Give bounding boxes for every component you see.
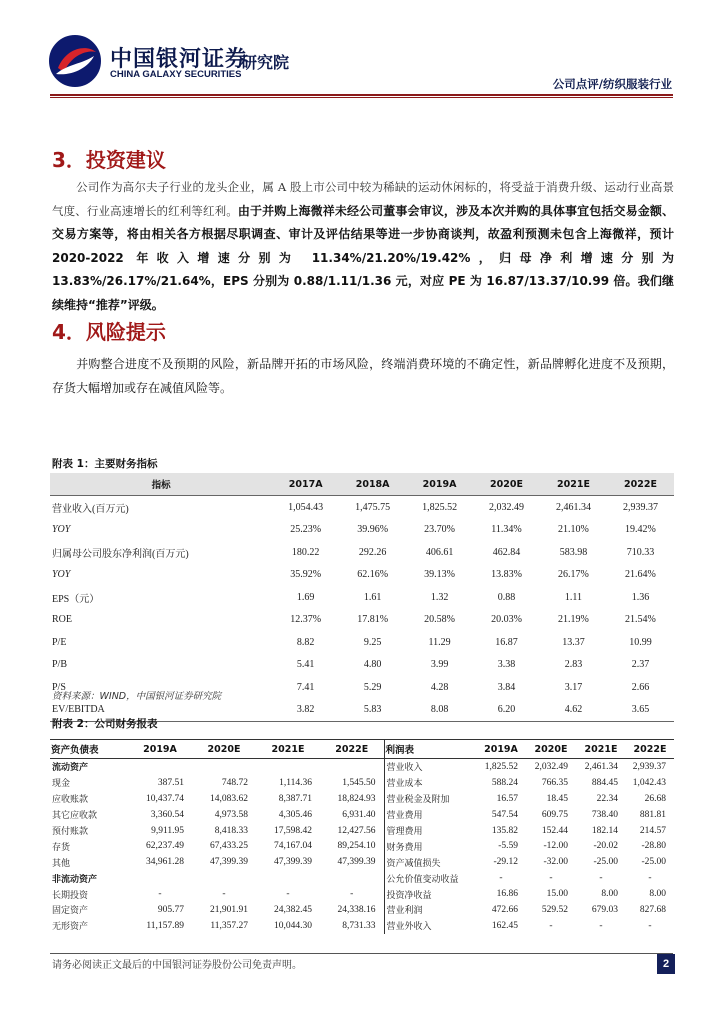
- galaxy-logo-icon: [48, 34, 102, 88]
- table-row: [50, 902, 674, 918]
- table-cell: 1,475.75: [339, 496, 406, 519]
- table-row: [50, 564, 674, 587]
- table-cell: 3.84: [497, 681, 516, 693]
- table-cell: 588.24: [491, 777, 518, 788]
- table-cell: 5.29: [363, 681, 382, 693]
- table-cell: 766.35: [541, 777, 568, 788]
- table-cell: -: [320, 886, 384, 902]
- table-cell: -25.00: [641, 857, 666, 868]
- section-4-risk-text: 并购整合进度不及预期的风险，新品牌开拓的市场风险，终端消费环境的不确定性，新品牌孵化进度不及预期，存货大幅增加或存在减值风险等。: [52, 357, 674, 395]
- table-header-cell: 2019A: [128, 740, 192, 759]
- balance-sheet-label: 其他: [52, 858, 71, 869]
- table-header-cell: 2022E: [607, 473, 674, 496]
- table-header-cell: 2021E: [256, 740, 320, 759]
- table-cell: 3.17: [564, 681, 583, 693]
- table-cell: 180.22: [291, 546, 320, 558]
- table-cell: 9,911.95: [151, 825, 184, 836]
- financial-statements-table: [50, 739, 674, 934]
- table-cell: 1.11: [564, 591, 583, 603]
- table-cell: -20.02: [593, 841, 618, 852]
- table-cell: [320, 870, 384, 886]
- page-number: 2: [657, 954, 675, 974]
- table-cell: 827.68: [639, 904, 666, 915]
- table-cell: 11,357.27: [210, 920, 248, 931]
- table-cell: 4.62: [540, 699, 607, 722]
- table-header-cell: 利润表: [384, 740, 476, 759]
- row-label: EV/EBITDA: [50, 699, 272, 722]
- table-cell: 135.82: [491, 825, 518, 836]
- table-cell: 62,237.49: [146, 841, 184, 852]
- balance-sheet-label: 应收账款: [52, 795, 89, 806]
- table-cell: 15.00: [546, 889, 568, 900]
- table-cell: 738.40: [591, 809, 618, 820]
- income-statement-label: 公允价值变动收益: [386, 874, 459, 885]
- table-cell: 21.54%: [625, 614, 656, 626]
- table-cell: 8,731.33: [320, 918, 384, 934]
- table-cell: -: [158, 889, 162, 900]
- table-cell: 21.64%: [625, 569, 656, 581]
- table-cell: -: [648, 920, 652, 931]
- table-cell: 24,382.45: [274, 904, 312, 915]
- table-cell: 26.68: [644, 793, 666, 804]
- table-cell: -: [599, 873, 603, 884]
- table-cell: [320, 759, 384, 775]
- section-3-title: 3．投资建议: [52, 148, 166, 172]
- table-cell: 62.16%: [357, 569, 389, 581]
- report-type: 公司点评/纺织服装行业: [552, 77, 672, 91]
- table-cell: 5.41: [296, 659, 315, 671]
- income-statement-label: 营业税金及附加: [386, 795, 450, 806]
- table-cell: 34,961.28: [146, 857, 184, 868]
- table-cell: 2,939.37: [607, 496, 674, 519]
- table-row: [50, 759, 674, 775]
- income-statement-label: 资产减值损失: [386, 858, 441, 869]
- table-cell: 13.37: [562, 636, 585, 648]
- table-header-cell: 2017A: [272, 473, 339, 496]
- table-cell: 8.82: [296, 636, 315, 648]
- table-row: [50, 609, 674, 632]
- table-row: [50, 519, 674, 542]
- section-4-paragraph: [52, 353, 674, 400]
- table-cell: 6,931.40: [320, 807, 384, 823]
- section-3-intro: 公司作为高尔夫子行业的龙头企业，属 A 股上市公司中较为稀缺的运动休闲标的，将受益于消费升级、运动行业高景气度、行业高速增长的红利等红利。: [52, 180, 674, 218]
- table-cell: -25.00: [593, 857, 618, 868]
- table-cell: 17,598.42: [274, 825, 312, 836]
- table-cell: 4.28: [430, 681, 449, 693]
- income-statement-label: 管理费用: [386, 827, 423, 837]
- table-cell: 3.65: [607, 699, 674, 722]
- table-cell: 16.57: [496, 793, 518, 804]
- table-cell: 1,825.52: [484, 761, 518, 772]
- table-cell: 1,054.43: [272, 496, 339, 519]
- table-cell: 14,083.62: [210, 793, 248, 804]
- table-cell: 24,338.16: [320, 902, 384, 918]
- logo-english-name: CHINA GALAXY SECURITIES: [110, 69, 242, 80]
- table-cell: 881.81: [639, 809, 666, 820]
- table-cell: 35.92%: [290, 569, 322, 581]
- logo-chinese-name: 中国银河证券: [110, 47, 249, 72]
- table-cell: -: [648, 873, 652, 884]
- table-cell: [192, 870, 256, 886]
- table-cell: 1,114.36: [279, 777, 312, 788]
- table-header-cell: 2019A: [406, 473, 473, 496]
- table-cell: 74,167.04: [274, 841, 312, 852]
- table-cell: -: [549, 920, 553, 931]
- table-cell: 67,433.25: [210, 841, 248, 852]
- table-cell: -: [549, 873, 553, 884]
- table-row: [50, 654, 674, 677]
- header-divider: [50, 94, 673, 96]
- table-cell: 21.10%: [558, 524, 589, 536]
- table-cell: 8.08: [406, 699, 473, 722]
- table-cell: 9.25: [363, 636, 382, 648]
- table-cell: [256, 759, 320, 775]
- section-4-title: 4．风险提示: [52, 320, 166, 344]
- table-cell: 1,825.52: [406, 496, 473, 519]
- table-cell: [128, 870, 192, 886]
- table-cell: 8,387.71: [278, 793, 312, 804]
- table-cell: 39.96%: [357, 524, 389, 536]
- income-statement-label: 营业费用: [386, 811, 423, 822]
- table-cell: 162.45: [491, 920, 518, 931]
- table-row: [50, 586, 674, 609]
- table-cell: 214.57: [639, 825, 666, 836]
- table-cell: 18,824.93: [320, 791, 384, 807]
- table-cell: 3,360.54: [150, 809, 184, 820]
- income-statement-label: 营业收入: [386, 763, 423, 774]
- table-cell: -: [286, 889, 290, 900]
- table-cell: [128, 759, 192, 775]
- row-label: P/E: [52, 636, 67, 648]
- table-1-caption: 附表 1：主要财务指标: [52, 458, 158, 470]
- table-cell: 2.37: [631, 659, 650, 671]
- table-cell: 2,032.49: [473, 496, 540, 519]
- balance-sheet-label: 非流动资产: [52, 874, 98, 885]
- table-cell: 679.03: [591, 904, 618, 915]
- table-cell: 22.34: [596, 793, 618, 804]
- income-statement-label: 投资净收益: [386, 890, 432, 901]
- table-cell: -: [222, 889, 226, 900]
- table-cell: 12,427.56: [320, 823, 384, 839]
- table-cell: 20.58%: [424, 614, 455, 626]
- table-header-cell: 2021E: [576, 740, 626, 759]
- table-cell: -28.80: [641, 841, 666, 852]
- table-cell: 1.32: [430, 591, 449, 603]
- table-cell: 3.38: [497, 659, 516, 671]
- financial-indicators-table: [50, 473, 674, 722]
- table-cell: 13.83%: [491, 569, 522, 581]
- table-cell: 529.52: [541, 904, 568, 915]
- table-row: [50, 631, 674, 654]
- table-cell: 1.36: [631, 591, 650, 603]
- table-cell: 2,461.34: [540, 496, 607, 519]
- balance-sheet-label: 现金: [52, 779, 71, 790]
- table-cell: 748.72: [221, 777, 248, 788]
- row-label: EPS（元）: [52, 593, 100, 605]
- table-cell: 10,044.30: [274, 920, 312, 931]
- table-cell: 1.69: [296, 591, 315, 603]
- table-row: [50, 838, 674, 854]
- table-row: [50, 823, 674, 839]
- row-label: 营业收入(百万元): [50, 496, 272, 519]
- balance-sheet-label: 存货: [52, 842, 71, 853]
- table-cell: 12.37%: [290, 614, 322, 626]
- table-cell: 47,399.39: [320, 854, 384, 870]
- table-cell: 8.00: [601, 889, 618, 900]
- table-cell: 10.99: [629, 636, 652, 648]
- table-cell: 47,399.39: [274, 857, 312, 868]
- table-cell: 5.83: [339, 699, 406, 722]
- table-cell: 583.98: [559, 546, 588, 558]
- table-cell: 1,545.50: [320, 775, 384, 791]
- table-cell: 18.45: [546, 793, 568, 804]
- row-label: P/S: [52, 681, 66, 693]
- table-cell: 21.19%: [558, 614, 589, 626]
- table-cell: 609.75: [541, 809, 568, 820]
- table-cell: 25.23%: [290, 524, 322, 536]
- table-row: [50, 541, 674, 564]
- balance-sheet-label: 其它应收款: [52, 811, 98, 822]
- table-header-row: [50, 740, 674, 759]
- income-statement-label: 财务费用: [386, 842, 423, 853]
- table-cell: 4.80: [363, 659, 382, 671]
- table-row: [50, 807, 674, 823]
- table-cell: 16.86: [496, 889, 518, 900]
- table-cell: 387.51: [157, 777, 184, 788]
- row-label: YOY: [52, 569, 71, 581]
- table-1-source: 资料来源：WIND，中国银河证券研究院: [52, 691, 222, 702]
- table-cell: -29.12: [493, 857, 518, 868]
- section-3-paragraph: [52, 176, 674, 317]
- table-cell: 10,437.74: [146, 793, 184, 804]
- table-cell: 2,461.34: [584, 761, 618, 772]
- table-cell: 20.03%: [491, 614, 522, 626]
- income-statement-label: 营业外收入: [386, 922, 432, 933]
- footer-divider: [50, 953, 673, 954]
- table-cell: -: [499, 873, 503, 884]
- table-cell: 2,939.37: [632, 761, 666, 772]
- table-header-row: [50, 473, 674, 496]
- table-row: [50, 775, 674, 791]
- table-cell: 8,418.33: [214, 825, 248, 836]
- table-cell: 47,399.39: [210, 857, 248, 868]
- table-cell: [192, 759, 256, 775]
- table-cell: 1,042.43: [632, 777, 666, 788]
- table-header-cell: 指标: [50, 473, 272, 496]
- table-cell: -12.00: [543, 841, 568, 852]
- table-cell: 7.41: [296, 681, 315, 693]
- row-label: P/B: [52, 659, 68, 671]
- table-cell: 547.54: [491, 809, 518, 820]
- table-cell: 4,973.58: [214, 809, 248, 820]
- table-cell: 89,254.10: [320, 838, 384, 854]
- table-cell: 472.66: [491, 904, 518, 915]
- table-cell: 905.77: [157, 904, 184, 915]
- table-header-cell: 2021E: [540, 473, 607, 496]
- table-cell: 4,305.46: [278, 809, 312, 820]
- table-cell: 39.13%: [424, 569, 455, 581]
- balance-sheet-label: 无形资产: [52, 922, 89, 933]
- table-cell: 2,032.49: [534, 761, 568, 772]
- table-header-cell: 资产负债表: [50, 740, 128, 759]
- table-cell: -32.00: [543, 857, 568, 868]
- table-cell: 23.70%: [424, 524, 455, 536]
- table-cell: -5.59: [498, 841, 518, 852]
- table-cell: 21,901.91: [210, 904, 248, 915]
- table-cell: 16.87: [495, 636, 518, 648]
- table-cell: -: [599, 920, 603, 931]
- table-row: [50, 496, 674, 519]
- table-header-cell: 2022E: [626, 740, 674, 759]
- balance-sheet-label: 流动资产: [52, 763, 89, 774]
- table-cell: 0.88: [497, 591, 516, 603]
- table-cell: 26.17%: [558, 569, 589, 581]
- table-cell: 884.45: [591, 777, 618, 788]
- table-cell: 406.61: [425, 546, 454, 558]
- row-label: YOY: [52, 524, 71, 536]
- table-cell: 2.83: [564, 659, 583, 671]
- balance-sheet-label: 固定资产: [52, 906, 89, 917]
- table-cell: 3.82: [272, 699, 339, 722]
- table-cell: 182.14: [591, 825, 618, 836]
- page-header: [0, 0, 724, 100]
- table-cell: 1.61: [363, 591, 382, 603]
- table-header-cell: 2022E: [320, 740, 384, 759]
- table-cell: 292.26: [358, 546, 387, 558]
- table-row: [50, 791, 674, 807]
- table-cell: 710.33: [626, 546, 655, 558]
- table-2-caption: 附表 2：公司财务报表: [52, 718, 158, 730]
- table-cell: 8.00: [649, 889, 666, 900]
- table-cell: 6.20: [473, 699, 540, 722]
- table-cell: 17.81%: [357, 614, 389, 626]
- table-row: [50, 918, 674, 934]
- table-cell: 11,157.89: [146, 920, 184, 931]
- table-cell: 3.99: [430, 659, 449, 671]
- table-cell: 19.42%: [625, 524, 656, 536]
- table-cell: 152.44: [541, 825, 568, 836]
- income-statement-label: 营业成本: [386, 779, 423, 790]
- income-statement-label: 营业利润: [386, 906, 423, 917]
- table-cell: 2.66: [631, 681, 650, 693]
- row-label: 归属母公司股东净利润(百万元): [52, 548, 189, 560]
- balance-sheet-label: 预付账款: [52, 827, 89, 837]
- table-header-cell: 2018A: [339, 473, 406, 496]
- institute-name: 研究院: [241, 53, 290, 72]
- table-cell: 11.34%: [491, 524, 522, 536]
- footer-disclaimer: 请务必阅读正文最后的中国银河证券股份公司免责声明。: [52, 960, 302, 971]
- balance-sheet-label: 长期投资: [52, 890, 89, 901]
- section-3-forecast: 由于并购上海微祥未经公司董事会审议，涉及本次并购的具体事宜包括交易金额、交易方案等，将由相关各方根据尽职调查、审计及评估结果等进一步协商谈判，故盈利预测未包含上海微祥，预计 2020-2022 年收入增速分别为 11.34%/21.20%/19.42%，归母净利增速分别为 13.83%/26.17%/21.64%，EPS 分别为 0.88/1.11/1.36 元，对应 PE 为 16.87/13.37/10.99 倍。我们继续维持“推荐”评级。: [52, 203, 675, 312]
- table-header-cell: 2020E: [192, 740, 256, 759]
- header-divider-thin: [50, 97, 673, 98]
- table-row: [50, 854, 674, 870]
- table-row: [50, 886, 674, 902]
- table-cell: [256, 870, 320, 886]
- row-label: ROE: [52, 614, 72, 626]
- table-cell: 11.29: [428, 636, 451, 648]
- table-row: [50, 870, 674, 886]
- table-header-cell: 2020E: [526, 740, 576, 759]
- table-cell: 462.84: [492, 546, 521, 558]
- table-header-cell: 2020E: [473, 473, 540, 496]
- table-header-cell: 2019A: [476, 740, 526, 759]
